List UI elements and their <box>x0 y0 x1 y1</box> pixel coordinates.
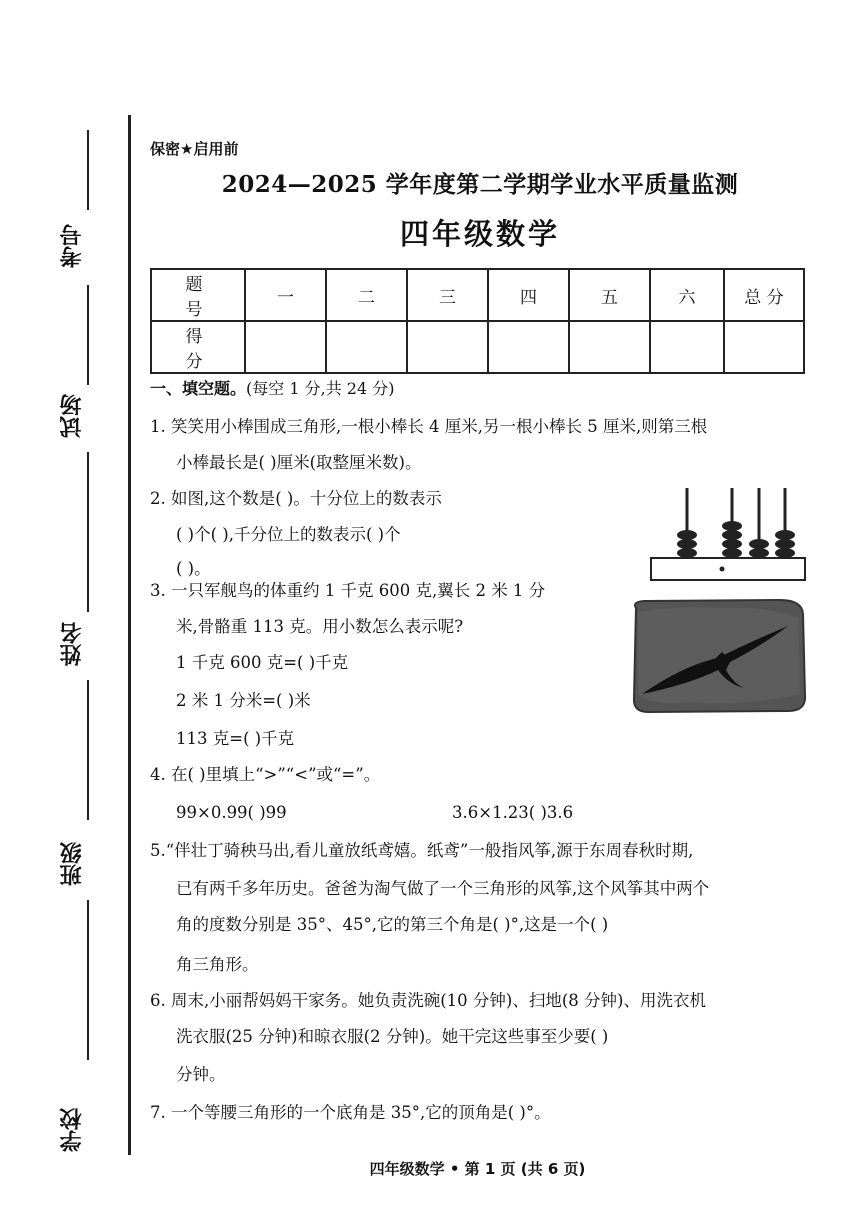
q6-line3: 分钟。 <box>176 1065 226 1084</box>
class-label: 班级 <box>60 842 85 886</box>
q5-line1: 5.“伴壮丁骑秧马出,看儿童放纸鸢嬉。纸鸢”一般指风筝,源于东周春秋时期, <box>150 841 694 860</box>
section-1-heading <box>150 378 394 400</box>
q1-line1: 1. 笑笑用小棒围成三角形,一根小棒长 4 厘米,另一根小棒长 5 厘米,则第三根 <box>150 417 708 436</box>
section-1-title: 一、填空题。 <box>150 379 247 398</box>
col-6: 六 <box>650 269 724 321</box>
exam-subtitle: 四年级数学 <box>399 217 560 251</box>
row-label-score: 得 分 <box>151 321 245 373</box>
col-3: 三 <box>407 269 488 321</box>
exam-title: 2024—2025 学年度第二学期学业水平质量监测 <box>221 171 739 198</box>
q4-line1: 4. 在( )里填上“>”“<”或“=”。 <box>150 765 381 784</box>
q2-line1: 2. 如图,这个数是( )。十分位上的数表示 <box>150 489 442 508</box>
q4-line2a: 99×0.99( )99 <box>176 803 287 822</box>
binding-line <box>128 115 131 1155</box>
q7-line1: 7. 一个等腰三角形的一个底角是 35°,它的顶角是( )°。 <box>150 1103 551 1122</box>
confidential-tag: 保密★启用前 <box>150 140 239 158</box>
score-table-header-row <box>151 269 804 321</box>
col-5: 五 <box>569 269 650 321</box>
q1-line2: 小棒最长是( )厘米(取整厘米数)。 <box>176 453 422 472</box>
room-label: 试场 <box>60 394 85 438</box>
q2-line3: ( )。 <box>176 559 211 578</box>
exam-no-line-2 <box>87 285 89 385</box>
school-label: 学校 <box>60 1108 85 1152</box>
q3-line4: 2 米 1 分米=( )米 <box>176 691 311 710</box>
q3-line2: 米,骨骼重 113 克。用小数怎么表示呢? <box>176 617 464 636</box>
page-footer: 四年级数学 • 第 1 页 (共 6 页) <box>369 1160 586 1178</box>
exam-no-line <box>87 130 89 210</box>
q5-line3: 角的度数分别是 35°、45°,它的第三个角是( )°,这是一个( ) <box>176 915 609 934</box>
name-line <box>87 680 89 820</box>
col-total: 总 分 <box>724 269 804 321</box>
score-table-score-row <box>151 321 804 373</box>
col-1: 一 <box>245 269 326 321</box>
score-cell-2[interactable] <box>326 321 407 373</box>
score-table <box>150 268 805 374</box>
q6-line1: 6. 周末,小丽帮妈妈干家务。她负责洗碗(10 分钟)、扫地(8 分钟)、用洗衣机 <box>150 991 706 1010</box>
q3-line3: 1 千克 600 克=( )千克 <box>176 653 349 672</box>
q3-line1: 3. 一只军舰鸟的体重约 1 千克 600 克,翼长 2 米 1 分 <box>150 581 546 600</box>
room-line <box>87 452 89 612</box>
score-cell-4[interactable] <box>488 321 569 373</box>
exam-no-label: 考号 <box>60 224 85 268</box>
q6-line2: 洗衣服(25 分钟)和晾衣服(2 分钟)。她干完这些事至少要( ) <box>176 1027 609 1046</box>
frigate-bird-image <box>630 598 806 714</box>
q5-line4: 角三角形。 <box>176 955 259 974</box>
q2-line2: ( )个( ),千分位上的数表示( )个 <box>176 525 401 544</box>
q5-line2: 已有两千多年历史。爸爸为淘气做了一个三角形的风筝,这个风筝其中两个 <box>176 879 710 898</box>
score-cell-6[interactable] <box>650 321 724 373</box>
score-cell-3[interactable] <box>407 321 488 373</box>
score-cell-total[interactable] <box>724 321 804 373</box>
col-2: 二 <box>326 269 407 321</box>
row-label-question: 题 号 <box>151 269 245 321</box>
col-4: 四 <box>488 269 569 321</box>
score-cell-1[interactable] <box>245 321 326 373</box>
abacus-figure <box>650 486 806 582</box>
class-line <box>87 900 89 1060</box>
score-cell-5[interactable] <box>569 321 650 373</box>
q3-line5: 113 克=( )千克 <box>176 729 295 748</box>
q4-line2b: 3.6×1.23( )3.6 <box>452 803 574 822</box>
section-1-note: (每空 1 分,共 24 分) <box>246 379 395 398</box>
name-label: 姓名 <box>60 622 85 666</box>
